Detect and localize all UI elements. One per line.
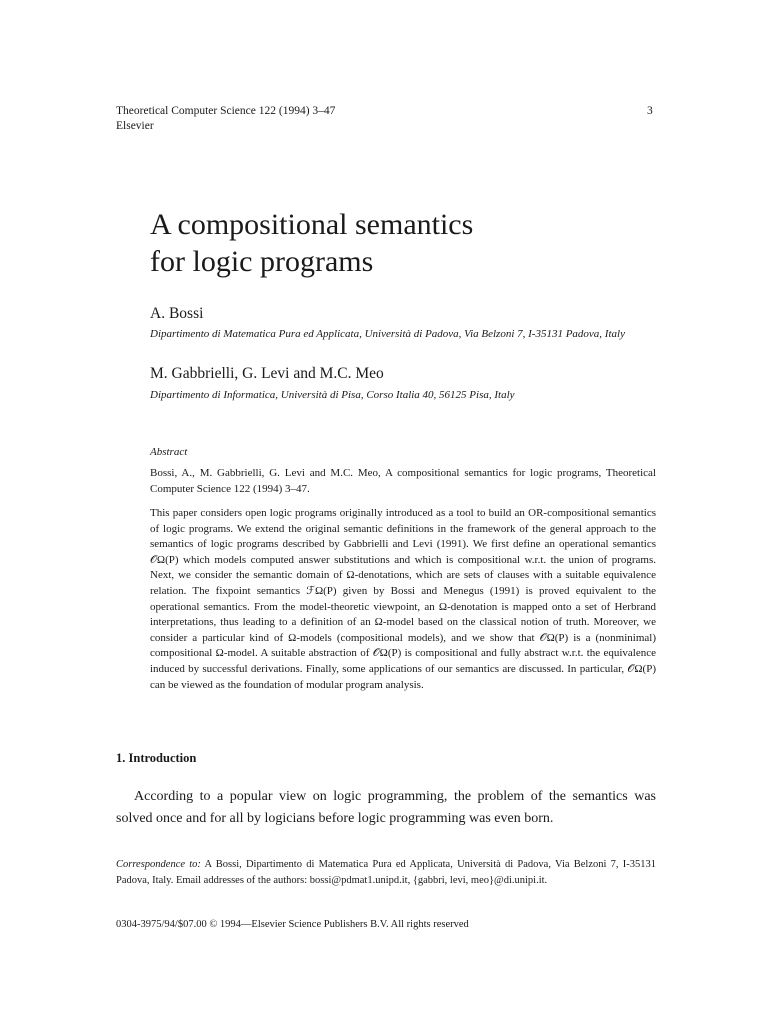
paper-title-line-1: A compositional semantics: [150, 208, 474, 241]
abstract-body: This paper considers open logic programs originally introduced as a tool to build an OR-compositional semantics of logic programs. We extend the original semantic definitions in the framework of the general approach to the semantics of logic programs described by Gabbrielli and Levi (1991). We first define an operational semantics 𝒪Ω(P) which models computed answer substitutions and which is compositional w.r.t. the union of programs. Next, we consider the semantic domain of Ω-denotations, which are sets of clauses with a suitable equivalence relation. The fixpoint semantics ℱΩ(P) given by Bossi and Menegus (1991) is proved equivalent to the operational semantics. From the model-theoretic viewpoint, an Ω-denotation is mapped onto a set of Herbrand interpretations, thus leading to a definition of an Ω-model based on the classical notion of truth. Moreover, we consider a particular kind of Ω-models (compositional models), and we show that 𝒪Ω(P) is a (nonminimal) compositional Ω-model. A suitable abstraction of 𝒪Ω(P) is compositional and fully abstract w.r.t. the equivalence induced by successful derivations. Finally, some applications of our semantics are discussed. In particular, 𝒪Ω(P) can be viewed as the foundation of modular program analysis.: [150, 507, 656, 691]
correspondence-label: Correspondence to:: [116, 859, 201, 870]
journal-citation: Theoretical Computer Science 122 (1994) 3–47: [116, 105, 336, 117]
abstract-heading: Abstract: [150, 446, 188, 458]
author-affiliation: Dipartimento di Matematica Pura ed Applicata, Università di Padova, Via Belzoni 7, I-35131 Padova, Italy: [150, 328, 625, 340]
author-name: A. Bossi: [150, 305, 204, 322]
intro-paragraph: According to a popular view on logic programming, the problem of the semantics was solved once and for all by logicians before logic programming was even born.: [116, 789, 656, 826]
publisher-name: Elsevier: [116, 120, 154, 132]
correspondence-text: A Bossi, Dipartimento di Matematica Pura ed Applicata, Università di Padova, Via Belzoni 7, I-35131 Padova, Italy. Email addresses of the authors: bossi@pdmat1.unipd.it, {gabbri, levi, meo}@di.unipi.it.: [116, 859, 656, 886]
correspondence-footnote: [116, 857, 656, 888]
author-affiliation: Dipartimento di Informatica, Università di Pisa, Corso Italia 40, 56125 Pisa, Italy: [150, 389, 515, 401]
page-number: 3: [647, 105, 653, 117]
abstract-citation: Bossi, A., M. Gabbrielli, G. Levi and M.C. Meo, A compositional semantics for logic programs, Theoretical Computer Science 122 (1994) 3–47.: [150, 467, 656, 495]
author-name: M. Gabbrielli, G. Levi and M.C. Meo: [150, 365, 384, 382]
copyright-line: 0304-3975/94/$07.00 © 1994—Elsevier Science Publishers B.V. All rights reserved: [116, 919, 469, 930]
paper-title-line-2: for logic programs: [150, 245, 374, 278]
paper-title: [150, 206, 670, 280]
section-heading: 1. Introduction: [116, 751, 197, 765]
